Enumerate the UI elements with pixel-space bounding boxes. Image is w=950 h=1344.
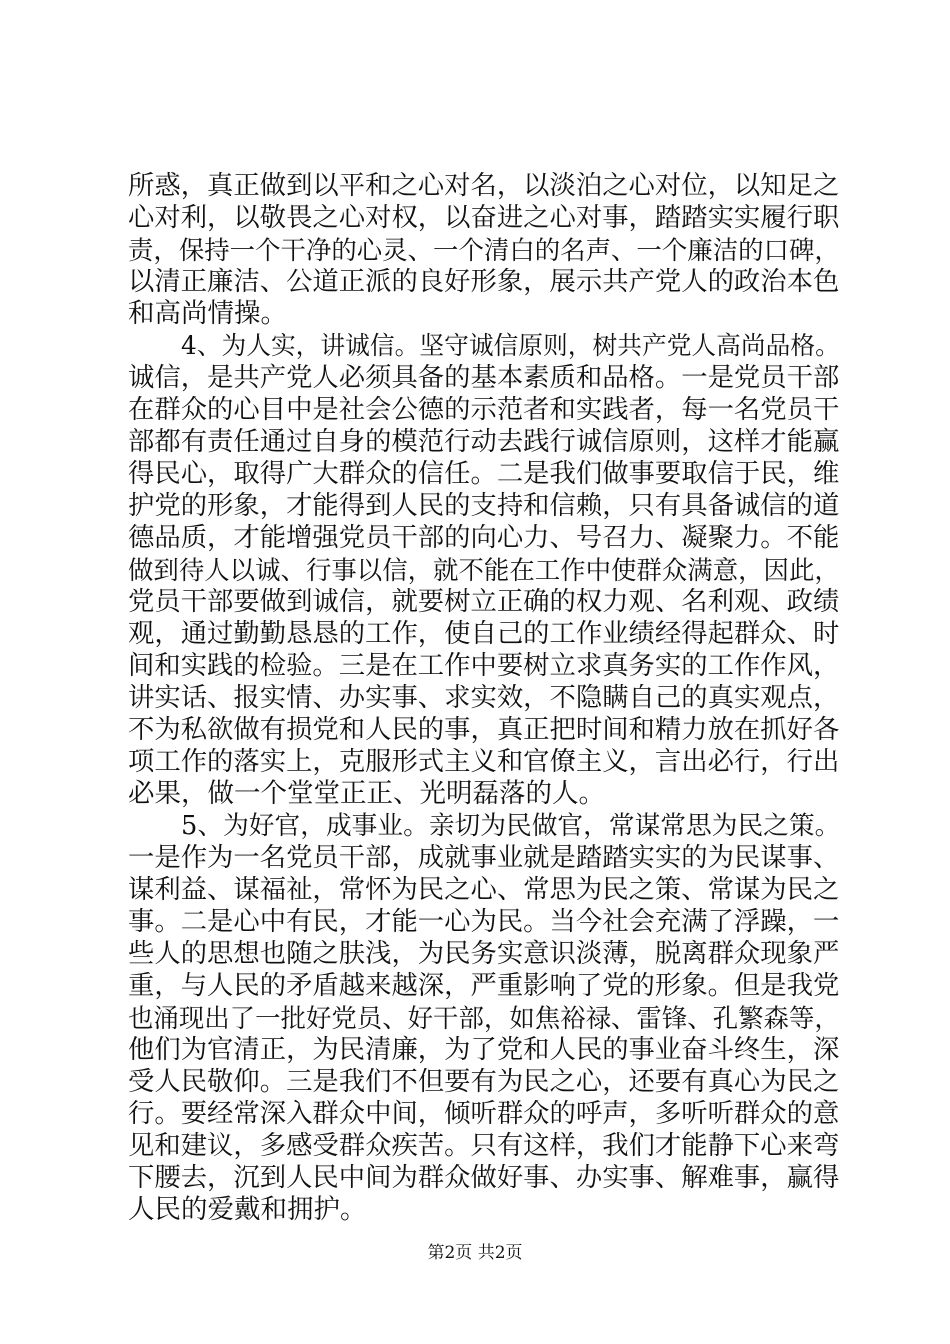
text-line: 见和建议，多感受群众疾苦。只有这样，我们才能静下心来弯: [128, 1131, 840, 1161]
text-line: 一是作为一名党员干部，成就事业就是踏踏实实的为民谋事、: [128, 843, 840, 873]
text-line: 5、为好官，成事业。亲切为民做官，常谋常思为民之策。: [181, 811, 841, 841]
text-line: 重，与人民的矛盾越来越深，严重影响了党的形象。但是我党: [128, 971, 840, 1001]
text-line: 讲实话、报实情、办实事、求实效，不隐瞒自己的真实观点，: [128, 683, 840, 713]
text-line: 4、为人实，讲诚信。坚守诚信原则，树共产党人高尚品格。: [181, 331, 840, 360]
text-line: 人民的爱戴和拥护。: [128, 1194, 367, 1225]
text-line: 谋利益、谋福祉，常怀为民之心、常思为民之策、常谋为民之: [128, 875, 840, 905]
text-line: 项工作的落实上，克服形式主义和官僚主义，言出必行，行出: [128, 747, 840, 777]
text-line: 和高尚情操。: [128, 298, 287, 329]
text-line: 责，保持一个干净的心灵、一个清白的名声、一个廉洁的口碑，: [128, 235, 840, 265]
text-line: 也涌现出了一批好党员、好干部，如焦裕禄、雷锋、孔繁森等，: [128, 1003, 840, 1033]
text-line: 所惑，真正做到以平和之心对名，以淡泊之心对位，以知足之: [128, 171, 840, 201]
document-body: [128, 170, 840, 1226]
text-line: 事。二是心中有民，才能一心为民。当今社会充满了浮躁，一: [128, 907, 840, 937]
text-line: 在群众的心目中是社会公德的示范者和实践者，每一名党员干: [128, 395, 840, 425]
text-line: 部都有责任通过自身的模范行动去践行诚信原则，这样才能赢: [128, 427, 840, 457]
text-line: 护党的形象，才能得到人民的支持和信赖，只有具备诚信的道: [128, 491, 840, 521]
text-line: 行。要经常深入群众中间，倾听群众的呼声，多听听群众的意: [128, 1099, 840, 1129]
text-line: 他们为官清正，为民清廉，为了党和人民的事业奋斗终生，深: [128, 1035, 840, 1065]
text-line: 受人民敬仰。三是我们不但要有为民之心，还要有真心为民之: [128, 1067, 840, 1097]
text-line: 得民心，取得广大群众的信任。二是我们做事要取信于民，维: [128, 459, 840, 489]
text-line: 做到待人以诚、行事以信，就不能在工作中使群众满意，因此，: [128, 555, 840, 585]
text-line: 观，通过勤勤恳恳的工作，使自己的工作业绩经得起群众、时: [128, 619, 840, 649]
page-number-footer: 第2页 共2页: [427, 1243, 523, 1263]
text-line: 必果，做一个堂堂正正、光明磊落的人。: [128, 778, 605, 809]
text-line: 些人的思想也随之肤浅，为民务实意识淡薄，脱离群众现象严: [128, 939, 840, 969]
text-line: 间和实践的检验。三是在工作中要树立求真务实的工作作风，: [128, 651, 840, 681]
text-line: 不为私欲做有损党和人民的事，真正把时间和精力放在抓好各: [128, 715, 840, 745]
text-line: 诚信，是共产党人必须具备的基本素质和品格。一是党员干部: [128, 363, 840, 393]
text-line: 以清正廉洁、公道正派的良好形象，展示共产党人的政治本色: [128, 267, 840, 297]
text-line: 德品质，才能增强党员干部的向心力、号召力、凝聚力。不能: [128, 523, 840, 553]
text-line: 党员干部要做到诚信，就要树立正确的权力观、名利观、政绩: [128, 587, 840, 617]
text-line: 心对利，以敬畏之心对权，以奋进之心对事，踏踏实实履行职: [128, 203, 840, 233]
text-line: 下腰去，沉到人民中间为群众做好事、办实事、解难事，赢得: [128, 1163, 840, 1193]
